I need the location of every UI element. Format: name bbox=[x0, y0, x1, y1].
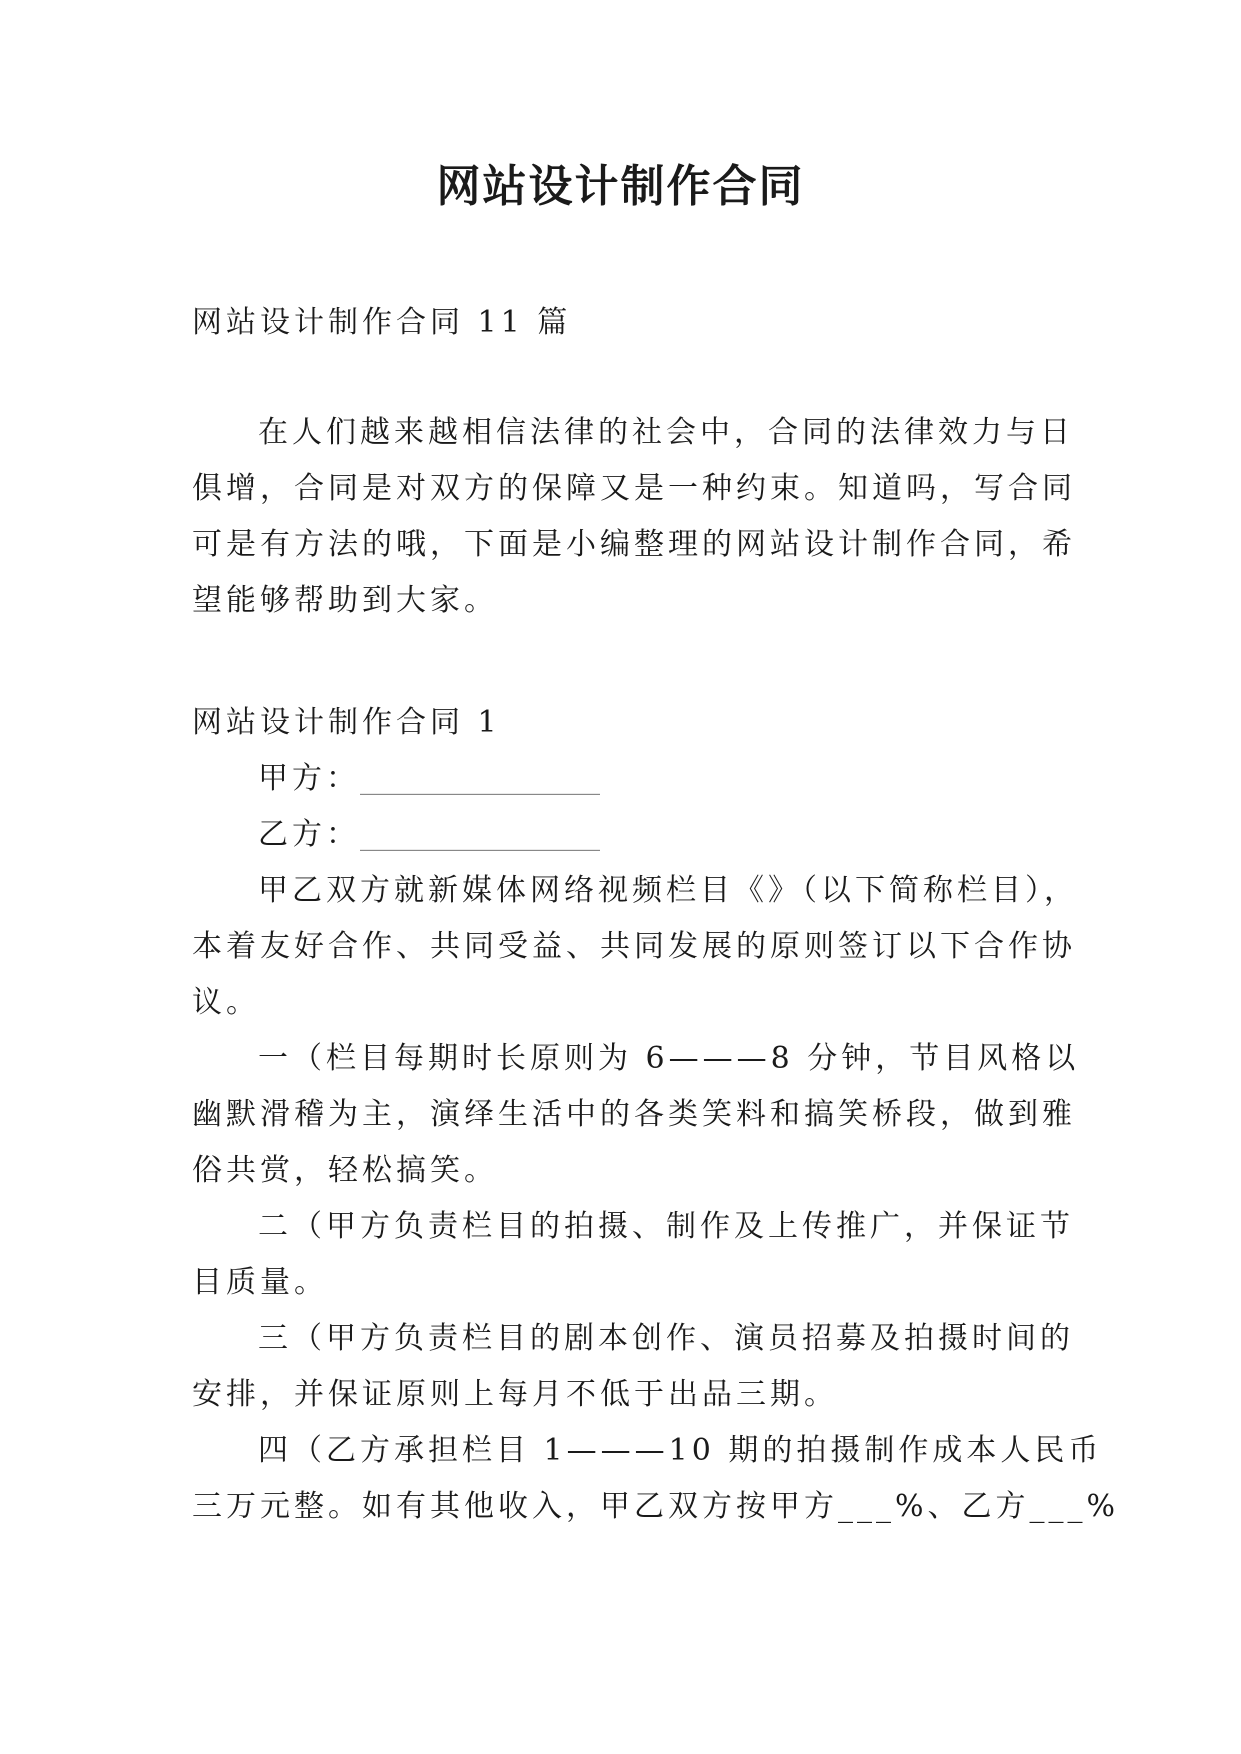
body-line: 甲乙双方就新媒体网络视频栏目《》（以下简称栏目）， bbox=[258, 873, 1078, 908]
party-b-blank: ________________ bbox=[360, 817, 600, 852]
body-line: 目质量。 bbox=[192, 1265, 328, 1300]
party-b-line bbox=[258, 809, 600, 853]
intro-line: 俱增，合同是对双方的保障又是一种约束。知道吗，写合同 bbox=[192, 471, 1076, 506]
section-heading: 网站设计制作合同 1 bbox=[192, 705, 501, 740]
document-subtitle: 网站设计制作合同 11 篇 bbox=[192, 305, 572, 340]
party-a-label: 甲方： bbox=[258, 761, 360, 796]
body-line: 俗共赏，轻松搞笑。 bbox=[192, 1153, 498, 1188]
body-line: 议。 bbox=[192, 985, 260, 1020]
party-a-blank: ________________ bbox=[360, 761, 600, 796]
intro-line: 望能够帮助到大家。 bbox=[192, 583, 498, 618]
body-line: 安排，并保证原则上每月不低于出品三期。 bbox=[192, 1377, 838, 1412]
body-line: 一（栏目每期时长原则为 6———8 分钟，节目风格以 bbox=[258, 1041, 1080, 1076]
intro-line: 在人们越来越相信法律的社会中，合同的法律效力与日 bbox=[258, 415, 1074, 450]
document-title: 网站设计制作合同 bbox=[436, 161, 805, 212]
party-b-label: 乙方： bbox=[258, 817, 360, 852]
body-line: 四（乙方承担栏目 1———10 期的拍摄制作成本人民币 bbox=[258, 1433, 1103, 1468]
body-line: 三万元整。如有其他收入，甲乙双方按甲方___%、乙方___% bbox=[192, 1489, 1120, 1524]
body-line: 本着友好合作、共同受益、共同发展的原则签订以下合作协 bbox=[192, 929, 1076, 964]
body-line: 幽默滑稽为主，演绎生活中的各类笑料和搞笑桥段，做到雅 bbox=[192, 1097, 1076, 1132]
body-line: 二（甲方负责栏目的拍摄、制作及上传推广，并保证节 bbox=[258, 1209, 1074, 1244]
party-a-line bbox=[258, 753, 600, 797]
body-line: 三（甲方负责栏目的剧本创作、演员招募及拍摄时间的 bbox=[258, 1321, 1074, 1356]
intro-line: 可是有方法的哦，下面是小编整理的网站设计制作合同，希 bbox=[192, 527, 1076, 562]
